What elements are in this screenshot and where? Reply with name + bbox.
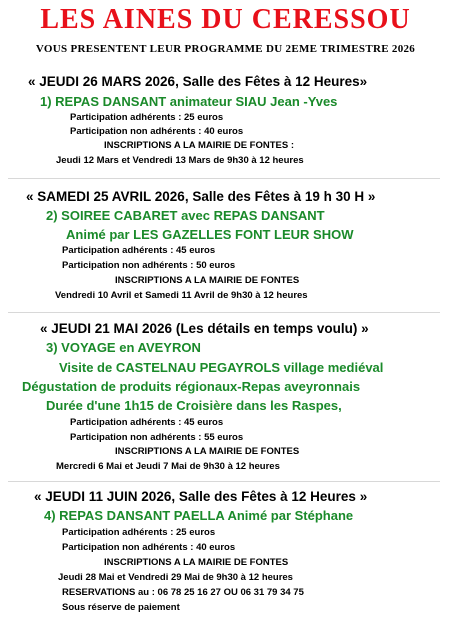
event-4-payment-note: Sous réserve de paiement xyxy=(62,602,180,613)
event-2-header: « SAMEDI 25 AVRIL 2026, Salle des Fêtes à 19 h 30 H » xyxy=(26,189,376,204)
event-1-registration: INSCRIPTIONS A LA MAIRIE DE FONTES : xyxy=(104,140,295,151)
divider xyxy=(8,178,440,179)
event-3-activity-3: Dégustation de produits régionaux-Repas aveyronnais xyxy=(22,379,361,394)
event-1-nonmember-price: Participation non adhérents : 40 euros xyxy=(70,126,244,137)
event-2-activity-2: Animé par LES GAZELLES FONT LEUR SHOW xyxy=(66,227,354,242)
divider xyxy=(8,481,440,482)
page-subtitle: VOUS PRESENTENT LEUR PROGRAMME DU 2EME TRIMESTRE 2026 xyxy=(35,43,416,55)
event-3-dates: Mercredi 6 Mai et Jeudi 7 Mai de 9h30 à 12 heures xyxy=(56,461,280,472)
event-4-member-price: Participation adhérents : 25 euros xyxy=(62,527,216,538)
event-3-registration: INSCRIPTIONS A LA MAIRIE DE FONTES xyxy=(115,446,300,457)
event-2-registration: INSCRIPTIONS A LA MAIRIE DE FONTES xyxy=(115,275,300,286)
event-2-nonmember-price: Participation non adhérents : 50 euros xyxy=(62,260,236,271)
event-3-header: « JEUDI 21 MAI 2026 (Les détails en temps voulu) » xyxy=(40,321,369,336)
event-3-activity: 3) VOYAGE en AVEYRON xyxy=(46,340,201,355)
event-4-nonmember-price: Participation non adhérents : 40 euros xyxy=(62,542,236,553)
page-title: LES AINES DU CERESSOU xyxy=(40,4,411,35)
event-2-activity: 2) SOIREE CABARET avec REPAS DANSANT xyxy=(46,208,325,223)
event-3-nonmember-price: Participation non adhérents : 55 euros xyxy=(70,432,244,443)
event-3-activity-4: Durée d'une 1h15 de Croisière dans les Raspes, xyxy=(46,398,342,413)
event-4-activity: 4) REPAS DANSANT PAELLA Animé par Stéphane xyxy=(44,508,354,523)
event-1-activity: 1) REPAS DANSANT animateur SIAU Jean -Yves xyxy=(40,94,338,109)
event-2-member-price: Participation adhérents : 45 euros xyxy=(62,245,216,256)
event-1-dates: Jeudi 12 Mars et Vendredi 13 Mars de 9h30 à 12 heures xyxy=(56,155,304,166)
event-4-dates: Jeudi 28 Mai et Vendredi 29 Mai de 9h30 à 12 heures xyxy=(58,572,293,583)
event-4-reservations: RESERVATIONS au : 06 78 25 16 27 OU 06 31 79 34 75 xyxy=(62,587,304,598)
event-3-member-price: Participation adhérents : 45 euros xyxy=(70,417,224,428)
event-2-dates: Vendredi 10 Avril et Samedi 11 Avril de 9h30 à 12 heures xyxy=(55,290,308,301)
event-4-header: « JEUDI 11 JUIN 2026, Salle des Fêtes à 12 Heures » xyxy=(34,489,368,504)
divider xyxy=(8,312,440,313)
event-1-header: « JEUDI 26 MARS 2026, Salle des Fêtes à 12 Heures» xyxy=(28,74,368,89)
event-3-activity-2: Visite de CASTELNAU PEGAYROLS village mediéval xyxy=(59,360,384,375)
event-4-registration: INSCRIPTIONS A LA MAIRIE DE FONTES xyxy=(104,557,289,568)
event-1-member-price: Participation adhérents : 25 euros xyxy=(70,112,224,123)
